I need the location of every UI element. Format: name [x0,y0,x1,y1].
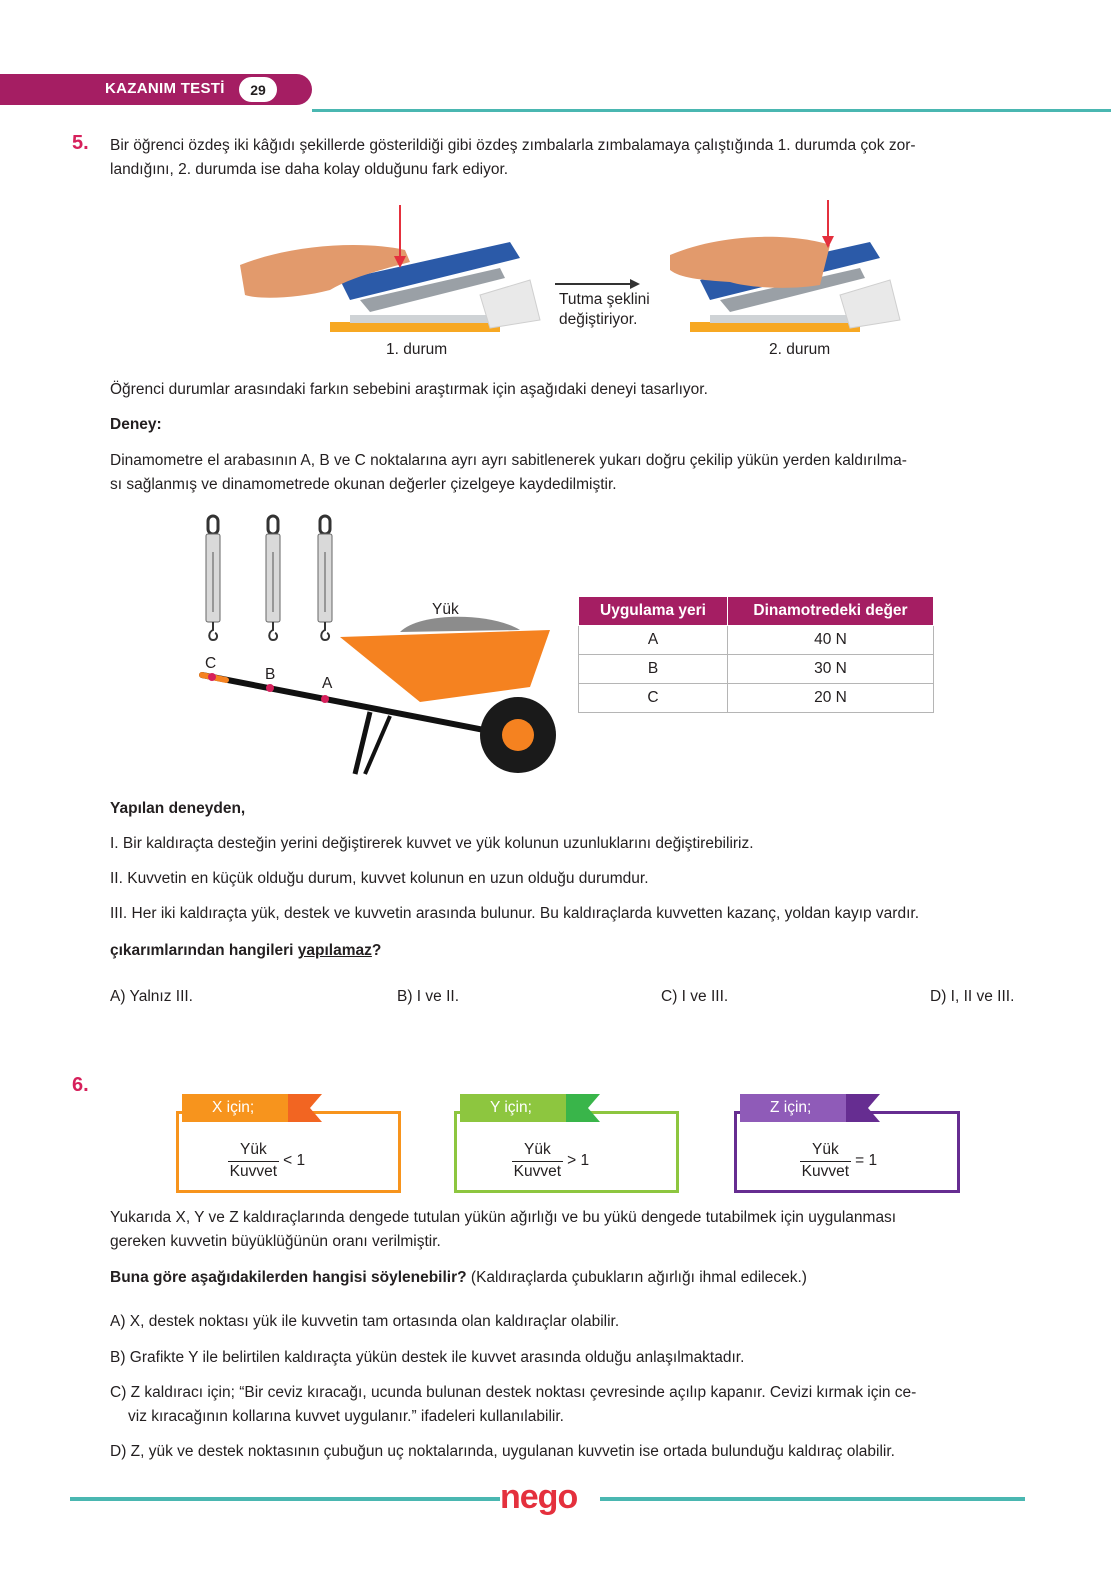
fraction-x-numerator: Yük [228,1140,279,1162]
experiment-line-1: Dinamometre el arabasının A, B ve C noktalarına ayrı ayrı sabitlenerek yukarı doğru çekilip yükün yerden kaldırılma- [110,452,907,469]
q5-option-d[interactable]: D) I, II ve III. [930,988,1015,1005]
inference-lead: Yapılan deneyden, [110,800,246,817]
header-rule [312,109,1111,112]
table-row [579,626,934,655]
change-caption [559,290,650,330]
fraction-x-denominator: Kuvvet [229,1163,278,1180]
stapler-plate-1 [350,315,500,323]
table-row [579,684,934,713]
fraction-z-numerator: Yük [800,1140,851,1162]
ratio-tag-y: Y için; [460,1094,570,1122]
q6-option-a[interactable]: A) X, destek noktası yük ile kuvvetin tam ortasında olan kaldıraçlar olabilir. [110,1313,620,1330]
point-a-label: A [322,675,333,692]
ask-suffix: ? [371,942,382,959]
q6-option-d[interactable]: D) Z, yük ve destek noktasının çubuğun uç noktalarında, uygulanan kuvvetin ise ortada bulunduğu kaldıraç olabilir. [110,1443,895,1460]
barrow-load [400,617,520,632]
table-cell: B [579,655,728,684]
question-6-number: 6. [72,1074,89,1096]
table-cell: C [579,684,728,713]
fraction-z-denominator: Kuvvet [801,1163,850,1180]
fraction-y [512,1140,563,1182]
stapler-base-1 [330,322,500,332]
stapler-plate-2 [710,315,860,323]
paper-2 [840,280,900,328]
table-cell: 30 N [728,655,934,684]
q6-option-c-line-1: C) Z kaldıracı için; “Bir ceviz kıracağı, ucunda bulunan destek noktası çevresinde açılıp kapanır. Cevizi kırmak için ce- [110,1384,917,1401]
paper-1 [480,280,540,328]
publisher-logo: nego [500,1478,578,1516]
dynamometer-2 [266,516,280,640]
ratio-z [800,1140,877,1182]
statement-1: I. Bir kaldıraçta desteğin yerini değiştirerek kuvvet ve yük kolunun uzunluklarını değiştirebiliriz. [110,835,754,852]
experiment-intro: Öğrenci durumlar arasındaki farkın sebebini araştırmak için aşağıdaki deneyi tasarlıyor. [110,381,708,398]
ratio-y [512,1140,589,1182]
relation-x: < 1 [283,1152,306,1170]
q5-option-a[interactable]: A) Yalnız III. [110,988,193,1005]
ratio-tag-x: X için; [182,1094,292,1122]
relation-z: = 1 [855,1152,878,1170]
ratio-tag-z: Z için; [740,1094,850,1122]
change-caption-line-1: Tutma şeklini [559,291,650,308]
point-c-label: C [205,655,217,672]
wheel-hub [502,719,534,751]
experiment-text [110,449,1030,497]
question-5-line-1: Bir öğrenci özdeş iki kâğıdı şekillerde gösterildiği gibi özdeş zımbalarla zımbalamaya çalıştığında 1. durumda çok zor- [110,137,916,154]
point-a-marker [321,695,329,703]
stapler-state-1 [240,205,540,332]
statement-3: III. Her iki kaldıraçta yük, destek ve kuvvetin arasında bulunur. Bu kaldıraçlarda kuvvetten kazanç, yoldan kayıp vardır. [110,905,919,922]
point-b-label: B [265,666,276,683]
table-header-cell: Dinamotredeki değer [728,597,934,626]
table-cell: A [579,626,728,655]
ask-bold: Buna göre aşağıdakilerden hangisi söylenebilir? [110,1269,467,1286]
dynamometer-3 [318,516,332,640]
page-number-badge: 29 [236,74,280,105]
statement-2: II. Kuvvetin en küçük olduğu durum, kuvvet kolunun en uzun olduğu durumdur. [110,870,649,887]
table-header-row [579,597,934,626]
question-5-number: 5. [72,132,89,154]
experiment-title: Deney: [110,416,162,433]
table-cell: 20 N [728,684,934,713]
state-1-label: 1. durum [386,341,448,358]
ask-note: (Kaldıraçlarda çubukların ağırlığı ihmal edilecek.) [466,1269,807,1286]
dynamometer-1 [206,516,220,640]
hand-2 [670,237,830,288]
ratio-x [228,1140,305,1182]
fraction-y-numerator: Yük [512,1140,563,1162]
results-table [578,596,934,713]
ribbon-y [566,1094,600,1128]
question-5-line-2: landığını, 2. durumda ise daha kolay olduğunu fark ediyor. [110,161,509,178]
q6-option-c[interactable] [110,1381,1030,1429]
q5-option-b[interactable]: B) I ve II. [397,988,460,1005]
table-row [579,655,934,684]
change-caption-line-2: değiştiriyor. [559,311,638,328]
fraction-y-denominator: Kuvvet [513,1163,562,1180]
change-arrowhead [630,279,640,289]
stapler-state-2 [670,200,900,332]
wheelbarrow-figure [190,512,580,782]
ribbon-x [288,1094,322,1128]
ribbon-z [846,1094,880,1128]
question-5-text [110,134,1025,182]
stapler-base-2 [690,322,860,332]
q6-option-c-line-2: viz kıracağının kollarına kuvvet uygulanır.” ifadeleri kullanılabilir. [128,1408,564,1425]
fraction-x [228,1140,279,1182]
barrow-tray [340,630,550,702]
relation-y: > 1 [567,1152,590,1170]
footer-rule-left [70,1497,500,1501]
question-6-text [110,1206,1030,1254]
state-2-label: 2. durum [769,341,831,358]
table-header-cell: Uygulama yeri [579,597,728,626]
q5-option-c[interactable]: C) I ve III. [661,988,729,1005]
ask-underlined: yapılamaz [297,942,372,959]
table-cell: 40 N [728,626,934,655]
test-title: KAZANIM TESTİ [105,80,225,97]
q6-option-b[interactable]: B) Grafikte Y ile belirtilen kaldıraçta yükün destek ile kuvvet arasında olduğu anlaşılmaktadır. [110,1349,745,1366]
footer-rule-right [600,1497,1025,1501]
load-label: Yük [432,601,459,618]
experiment-line-2: sı sağlanmış ve dinamometrede okunan değerler çizelgeye kaydedilmiştir. [110,476,617,493]
question-6-line-1: Yukarıda X, Y ve Z kaldıraçlarında dengede tutulan yükün ağırlığı ve bu yükü dengede tutabilmek için uygulanması [110,1209,897,1226]
fraction-z [800,1140,851,1182]
question-6-ask [110,1266,807,1290]
ask-prefix: çıkarımlarından hangileri [110,942,298,959]
question-6-line-2: gereken kuvvetin büyüklüğünün oranı verilmiştir. [110,1233,441,1250]
question-5-ask [110,939,381,963]
